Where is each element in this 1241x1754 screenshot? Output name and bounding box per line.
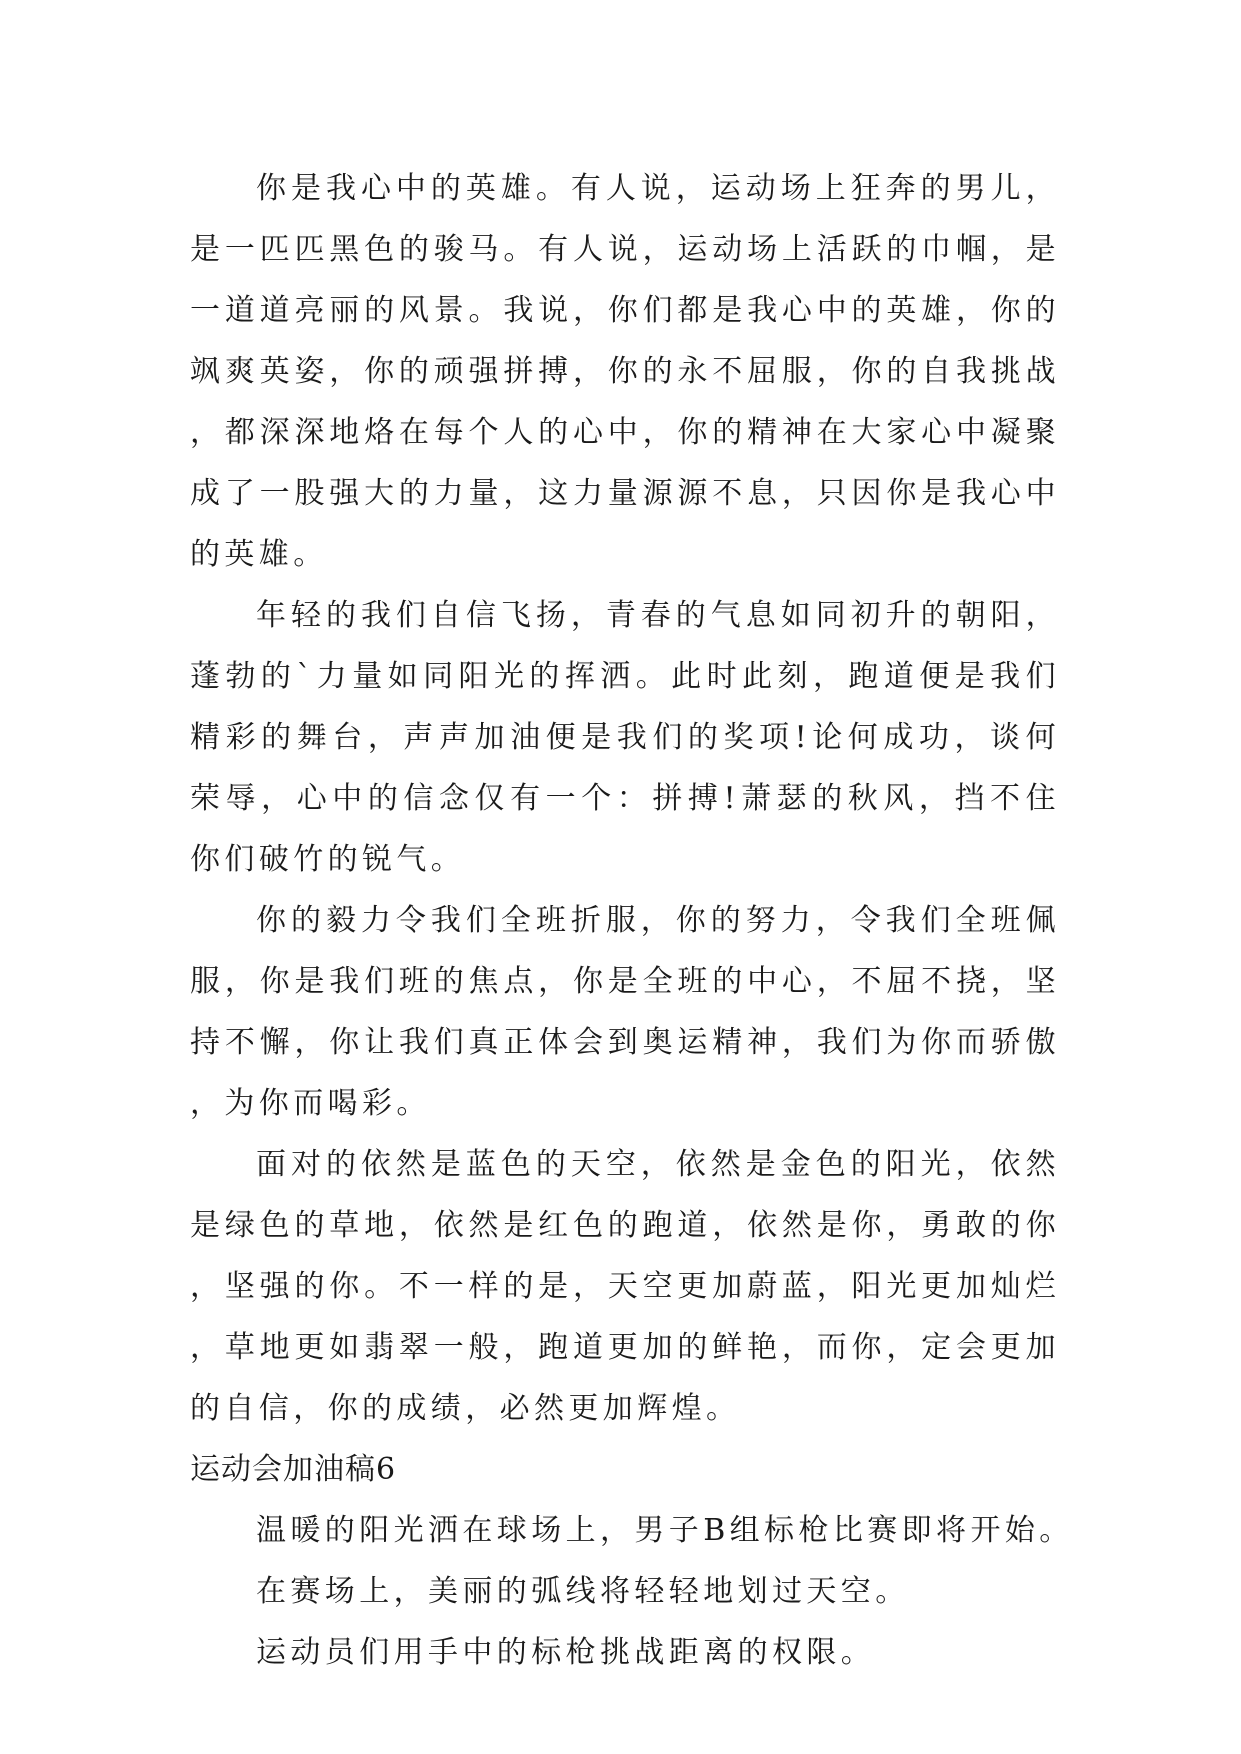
paragraph-sky: 面对的依然是蓝色的天空，依然是金色的阳光，依然是绿色的草地，依然是红色的跑道，依然是你，勇敢的你，坚强的你。不一样的是，天空更加蔚蓝，阳光更加灿烂，草地更如翡翠一般，跑道更加的鲜艳，而你，定会更加的自信，你的成绩，必然更加辉煌。 [190, 1147, 1060, 1426]
paragraph-perseverance: 你的毅力令我们全班折服，你的努力，令我们全班佩服，你是我们班的焦点，你是全班的中心，不屈不挠，坚持不懈，你让我们真正体会到奥运精神，我们为你而骄傲，为你而喝彩。 [190, 903, 1060, 1121]
paragraph-hero: 你是我心中的英雄。有人说，运动场上狂奔的男儿，是一匹匹黑色的骏马。有人说，运动场上活跃的巾帼，是一道道亮丽的风景。我说，你们都是我心中的英雄，你的飒爽英姿，你的顽强拼搏，你的永不屈服，你的自我挑战，都深深地烙在每个人的心中，你的精神在大家心中凝聚成了一股强大的力量，这力量源源不息，只因你是我心中的英雄。 [190, 171, 1060, 572]
text-line-javelin: 运动员们用手中的标枪挑战距离的权限。 [256, 1635, 876, 1670]
text-line-sunshine: 温暖的阳光洒在球场上，男子B组标枪比赛即将开始。 [256, 1513, 1074, 1548]
paragraph-youth: 年轻的我们自信飞扬，青春的气息如同初升的朝阳，蓬勃的`力量如同阳光的挥洒。此时此刻，跑道便是我们精彩的舞台，声声加油便是我们的奖项!论何成功，谈何荣辱，心中的信念仅有一个：拼搏!萧瑟的秋风，挡不住你们破竹的锐气。 [190, 598, 1060, 877]
document-body [190, 158, 1074, 1683]
section-title: 运动会加油稿6 [190, 1452, 397, 1487]
text-line-arc: 在赛场上，美丽的弧线将轻轻地划过天空。 [256, 1574, 910, 1609]
